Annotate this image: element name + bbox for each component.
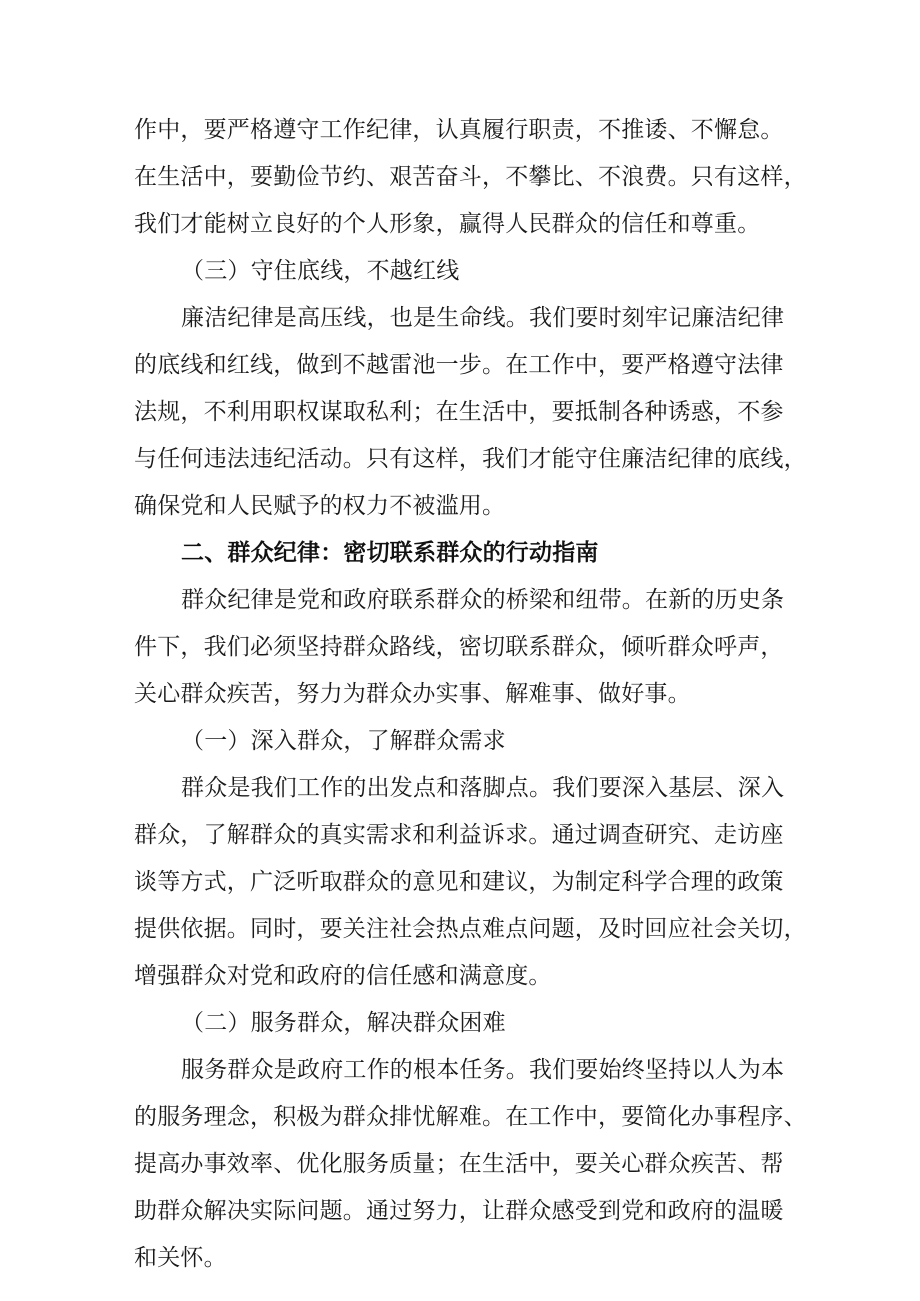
paragraph-line: 我们才能树立良好的个人形象，赢得人民群众的信任和尊重。 [134, 211, 761, 237]
paragraph-line: 谈等方式，广泛听取群众的意见和建议，为制定科学合理的政策 [134, 869, 784, 895]
paragraph-line: 件下，我们必须坚持群众路线，密切联系群众，倾听群众呼声， [134, 634, 784, 660]
paragraph-line: 关心群众疾苦，努力为群众办实事、解难事、做好事。 [134, 681, 691, 707]
paragraph-line: 法规，不利用职权谋取私利；在生活中，要抵制各种诱惑，不参 [134, 399, 784, 425]
paragraph-line: 提供依据。同时，要关注社会热点难点问题，及时回应社会关切， [134, 916, 807, 942]
paragraph-line: 与任何违法违纪活动。只有这样，我们才能守住廉洁纪律的底线， [134, 446, 807, 472]
paragraph-line: 作中，要严格遵守工作纪律，认真履行职责，不推诿、不懈怠。 [134, 117, 784, 143]
paragraph-line: 确保党和人民赋予的权力不被滥用。 [134, 493, 506, 519]
paragraph-line: 群众是我们工作的出发点和落脚点。我们要深入基层、深入 [181, 775, 785, 801]
paragraph-line: 廉洁纪律是高压线，也是生命线。我们要时刻牢记廉洁纪律 [181, 305, 785, 331]
section-heading: 二、群众纪律：密切联系群众的行动指南 [181, 540, 599, 566]
paragraph-line: 群众纪律是党和政府联系群众的桥梁和纽带。在新的历史条 [181, 587, 785, 613]
paragraph-line: 群众，了解群众的真实需求和利益诉求。通过调查研究、走访座 [134, 822, 784, 848]
subsection-heading: （一）深入群众，了解群众需求 [181, 728, 506, 754]
paragraph-line: 和关怀。 [134, 1245, 227, 1271]
paragraph-line: 助群众解决实际问题。通过努力，让群众感受到党和政府的温暖 [134, 1198, 784, 1224]
subsection-heading: （三）守住底线，不越红线 [181, 258, 460, 284]
paragraph-line: 的服务理念，积极为群众排忧解难。在工作中，要简化办事程序、 [134, 1104, 807, 1130]
subsection-heading: （二）服务群众，解决群众困难 [181, 1010, 506, 1036]
paragraph-line: 的底线和红线，做到不越雷池一步。在工作中，要严格遵守法律 [134, 352, 784, 378]
paragraph-line: 服务群众是政府工作的根本任务。我们要始终坚持以人为本 [181, 1057, 785, 1083]
paragraph-line: 增强群众对党和政府的信任感和满意度。 [134, 963, 552, 989]
paragraph-line: 在生活中，要勤俭节约、艰苦奋斗，不攀比、不浪费。只有这样， [134, 164, 807, 190]
paragraph-line: 提高办事效率、优化服务质量；在生活中，要关心群众疾苦、帮 [134, 1151, 784, 1177]
